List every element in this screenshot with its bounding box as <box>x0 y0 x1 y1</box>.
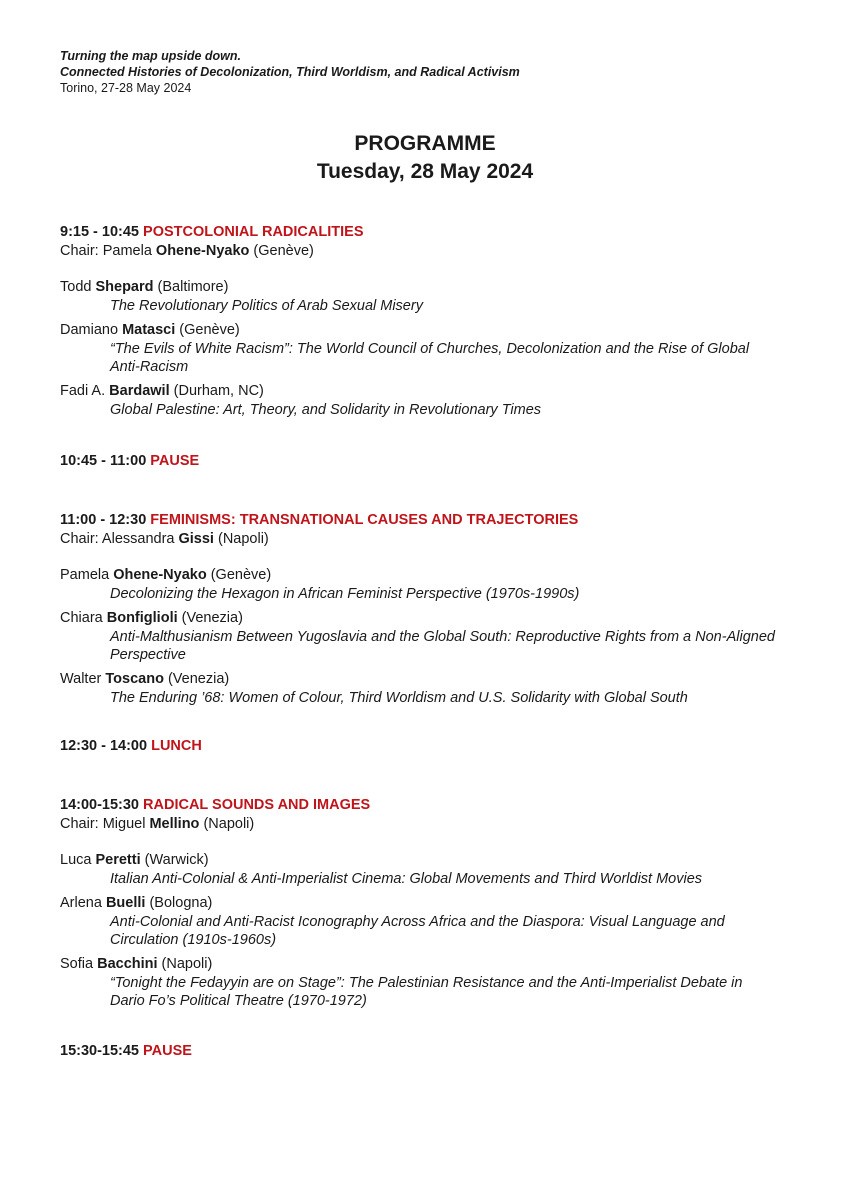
talk-item <box>60 955 800 1010</box>
speaker-first-name: Fadi A. <box>60 383 110 399</box>
speaker-last-name: Bonfiglioli <box>106 610 178 626</box>
session-label: RADICAL SOUNDS AND IMAGES <box>143 797 371 813</box>
programme-date: Tuesday, 28 May 2024 <box>316 160 534 183</box>
session-heading <box>60 452 800 471</box>
session-postcolonial-radicalities <box>60 223 800 425</box>
talk-title: “Tonight the Fedayyin are on Stage”: The Palestinian Resistance and the Anti-Imperialist Debate in Dario Fo’s Political Theatre (1970-1972) <box>110 975 743 1009</box>
speaker <box>60 321 800 340</box>
chair-place: (Genève) <box>249 243 314 259</box>
talk-item <box>60 851 800 888</box>
speaker-last-name: Toscano <box>105 671 164 687</box>
talk-title: Italian Anti-Colonial & Anti-Imperialist Cinema: Global Movements and Third Worldist Movies <box>110 871 703 887</box>
page-title <box>60 130 790 186</box>
speaker-first-name: Todd <box>60 279 96 295</box>
chair-prefix: Chair: <box>60 816 103 832</box>
speaker-first-name: Walter <box>60 671 106 687</box>
speaker-last-name: Bardawil <box>109 383 170 399</box>
speaker-last-name: Matasci <box>122 322 176 338</box>
talk-item <box>60 321 800 376</box>
speaker-first-name: Arlena <box>60 895 106 911</box>
speaker <box>60 382 800 401</box>
speaker <box>60 670 800 689</box>
talk-item <box>60 566 800 603</box>
speaker <box>60 955 800 974</box>
programme-heading: PROGRAMME <box>354 132 496 155</box>
session-lunch <box>60 737 800 756</box>
speaker <box>60 278 800 297</box>
session-label: PAUSE <box>143 1043 192 1059</box>
speaker-place: (Venezia) <box>177 610 243 626</box>
speaker-first-name: Chiara <box>60 610 107 626</box>
conference-header <box>60 48 790 96</box>
session-chair <box>60 815 800 834</box>
chair-place: (Napoli) <box>213 531 269 547</box>
speaker <box>60 851 800 870</box>
speaker-last-name: Ohene-Nyako <box>113 567 207 583</box>
chair-last-name: Ohene-Nyako <box>155 243 250 259</box>
conference-title: Turning the map upside down. <box>60 49 242 63</box>
session-pause-morning <box>60 452 800 471</box>
speaker-place: (Durham, NC) <box>169 383 264 399</box>
speaker-first-name: Damiano <box>60 322 123 338</box>
speaker <box>60 894 800 913</box>
session-heading <box>60 1042 800 1061</box>
talk-title: Anti-Colonial and Anti-Racist Iconography Across Africa and the Diaspora: Visual Language and Circulation (1910s-1960s) <box>110 914 725 948</box>
conference-subtitle: Connected Histories of Decolonization, Third Worldism, and Radical Activism <box>60 65 520 79</box>
speaker-place: (Warwick) <box>140 852 209 868</box>
speaker-place: (Napoli) <box>157 956 213 972</box>
session-time: 14:00-15:30 <box>60 797 139 813</box>
talk-item <box>60 670 800 707</box>
talk-list <box>60 851 800 1010</box>
session-heading <box>60 223 800 242</box>
speaker <box>60 609 800 628</box>
speaker-last-name: Shepard <box>95 279 154 295</box>
session-heading <box>60 796 800 815</box>
session-time: 11:00 - 12:30 <box>60 512 147 528</box>
chair-first-name: Miguel <box>102 816 150 832</box>
session-label: POSTCOLONIAL RADICALITIES <box>143 224 364 240</box>
chair-first-name: Alessandra <box>101 531 179 547</box>
talk-title: The Enduring ’68: Women of Colour, Third Worldism and U.S. Solidarity with Global South <box>110 690 688 706</box>
speaker-place: (Bologna) <box>145 895 213 911</box>
talk-title: Decolonizing the Hexagon in African Feminist Perspective (1970s-1990s) <box>110 586 580 602</box>
session-chair <box>60 530 800 549</box>
speaker-last-name: Buelli <box>105 895 146 911</box>
conference-place-date: Torino, 27-28 May 2024 <box>60 81 192 95</box>
session-label: LUNCH <box>151 738 202 754</box>
talk-title: The Revolutionary Politics of Arab Sexual Misery <box>110 298 423 314</box>
session-chair <box>60 242 800 261</box>
session-radical-sounds-images <box>60 796 800 1016</box>
session-heading <box>60 511 800 530</box>
talk-item <box>60 382 800 419</box>
chair-prefix: Chair: <box>60 531 102 547</box>
speaker-place: (Genève) <box>206 567 272 583</box>
session-pause-afternoon <box>60 1042 800 1061</box>
speaker-place: (Genève) <box>175 322 240 338</box>
talk-item <box>60 894 800 949</box>
talk-list <box>60 278 800 419</box>
speaker-place: (Venezia) <box>163 671 230 687</box>
talk-item <box>60 278 800 315</box>
speaker-place: (Baltimore) <box>153 279 229 295</box>
session-feminisms <box>60 511 800 713</box>
speaker-last-name: Peretti <box>95 852 141 868</box>
talk-title: Global Palestine: Art, Theory, and Solidarity in Revolutionary Times <box>110 402 542 418</box>
session-heading <box>60 737 800 756</box>
chair-last-name: Mellino <box>149 816 200 832</box>
session-time: 10:45 - 11:00 <box>60 453 147 469</box>
session-time: 12:30 - 14:00 <box>60 738 148 754</box>
session-label: FEMINISMS: TRANSNATIONAL CAUSES AND TRAJECTORIES <box>150 512 579 528</box>
chair-first-name: Pamela <box>102 243 156 259</box>
talk-title: “The Evils of White Racism”: The World Council of Churches, Decolonization and the Rise of Global Anti-Racism <box>110 341 750 375</box>
speaker-first-name: Luca <box>60 852 96 868</box>
session-time: 9:15 - 10:45 <box>60 224 139 240</box>
speaker-first-name: Sofia <box>60 956 98 972</box>
chair-place: (Napoli) <box>199 816 255 832</box>
speaker-last-name: Bacchini <box>97 956 158 972</box>
chair-last-name: Gissi <box>178 531 214 547</box>
session-label: PAUSE <box>150 453 200 469</box>
talk-title: Anti-Malthusianism Between Yugoslavia and the Global South: Reproductive Rights from a Non-Aligned Perspective <box>110 629 775 663</box>
talk-list <box>60 566 800 707</box>
chair-prefix: Chair: <box>60 243 103 259</box>
talk-item <box>60 609 800 664</box>
speaker <box>60 566 800 585</box>
session-time: 15:30-15:45 <box>60 1043 139 1059</box>
programme-header <box>60 48 790 186</box>
speaker-first-name: Pamela <box>60 567 114 583</box>
